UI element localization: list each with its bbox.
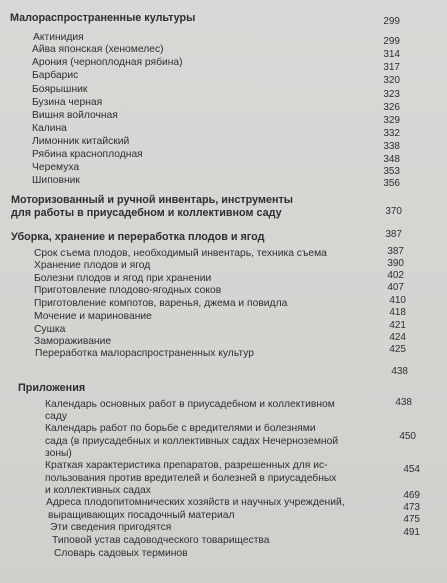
page-number: 407 <box>387 282 404 293</box>
section-title: Малораспространенные культуры <box>10 12 196 24</box>
toc-entry: Переработка малораспространенных культур <box>35 348 254 359</box>
page-number: 418 <box>389 307 406 318</box>
toc-entry: Сушка <box>34 324 66 335</box>
page-number: 348 <box>383 154 400 165</box>
page-number: 353 <box>383 166 400 177</box>
toc-entry: саду <box>45 411 68 422</box>
toc-entry: Срок съема плодов, необходимый инвентарь, техника съема <box>34 248 327 259</box>
page-number: 326 <box>383 102 400 113</box>
page-number: 450 <box>399 431 416 442</box>
page-number: 424 <box>389 332 406 343</box>
toc-entry: Замораживание <box>34 336 112 347</box>
page-number: 454 <box>403 464 420 475</box>
toc-entry: Календарь основных работ в приусадебном и коллективном <box>45 399 335 410</box>
toc-entry: Календарь работ по борьбе с вредителями и болезнями <box>45 423 316 434</box>
page-number: 299 <box>383 36 400 47</box>
toc-entry: Барбарис <box>32 70 79 81</box>
page-number: 329 <box>383 115 400 126</box>
page-number: 421 <box>389 320 406 331</box>
toc-entry: выращивающих посадочный материал <box>48 510 235 521</box>
toc-entry: Арония (черноплодная рябина) <box>32 57 183 68</box>
toc-entry: Краткая характеристика препаратов, разрешенных для ис- <box>45 460 328 471</box>
section-title: Уборка, хранение и переработка плодов и ягод <box>11 231 265 243</box>
toc-entry: Боярышник <box>32 84 88 95</box>
page-number: 356 <box>383 178 400 189</box>
toc-entry: Калина <box>32 123 67 134</box>
page-number: 323 <box>383 89 400 100</box>
page-number: 387 <box>385 229 402 240</box>
toc-entry: Типовой устав садоводческого товарищества <box>52 535 270 546</box>
page-number: 320 <box>383 75 400 86</box>
toc-entry: Шиповник <box>32 175 80 186</box>
toc-entry: Бузина черная <box>32 97 103 108</box>
toc-entry: Приготовление компотов, варенья, джема и повидла <box>34 298 288 309</box>
page-number: 475 <box>403 514 420 525</box>
section-title: Моторизованный и ручной инвентарь, инструменты <box>11 194 293 206</box>
toc-entry: Лимонник китайский <box>32 136 130 147</box>
page-number: 314 <box>383 49 400 60</box>
toc-entry: Вишня войлочная <box>32 110 118 121</box>
page-number: 438 <box>391 366 408 377</box>
toc-entry: сада (в приусадебных и коллективных садах Нечерноземной <box>45 436 339 447</box>
toc-entry: Хранение плодов и ягод <box>34 260 151 271</box>
toc-entry: Рябина красноплодная <box>32 149 143 160</box>
page-number: 338 <box>383 141 400 152</box>
page-number: 425 <box>389 344 406 355</box>
toc-entry: Мочение и маринование <box>34 311 152 322</box>
page-number: 473 <box>403 502 420 513</box>
page-number: 410 <box>389 295 406 306</box>
toc-entry: Эти сведения пригодятся <box>50 522 172 533</box>
toc-entry: и коллективных садах <box>45 485 151 496</box>
section-title: для работы в приусадебном и коллективном саду <box>11 207 282 219</box>
toc-entry: Словарь садовых терминов <box>54 548 188 559</box>
toc-entry: Приготовление плодово-ягодных соков <box>34 285 222 296</box>
page-number: 299 <box>383 16 400 27</box>
page-number: 402 <box>387 270 404 281</box>
page-number: 469 <box>403 490 420 501</box>
page-number: 332 <box>383 128 400 139</box>
page-number: 438 <box>395 397 412 408</box>
page-number: 317 <box>383 62 400 73</box>
page-number: 387 <box>387 246 404 257</box>
toc-entry: зоны) <box>45 448 72 459</box>
toc-entry: Айва японская (хеномелес) <box>32 44 164 55</box>
page-number: 390 <box>387 258 404 269</box>
page-number: 370 <box>385 206 402 217</box>
toc-entry: Черемуха <box>32 162 80 173</box>
page-number: 491 <box>403 527 420 538</box>
section-title: Приложения <box>18 382 86 394</box>
toc-entry: Болезни плодов и ягод при хранении <box>34 273 212 284</box>
toc-entry: пользования против вредителей и болезней в приусадебных <box>45 473 337 484</box>
toc-entry: Адреса плодопитомнических хозяйств и научных учреждений, <box>46 497 345 508</box>
toc-entry: Актинидия <box>33 32 84 43</box>
